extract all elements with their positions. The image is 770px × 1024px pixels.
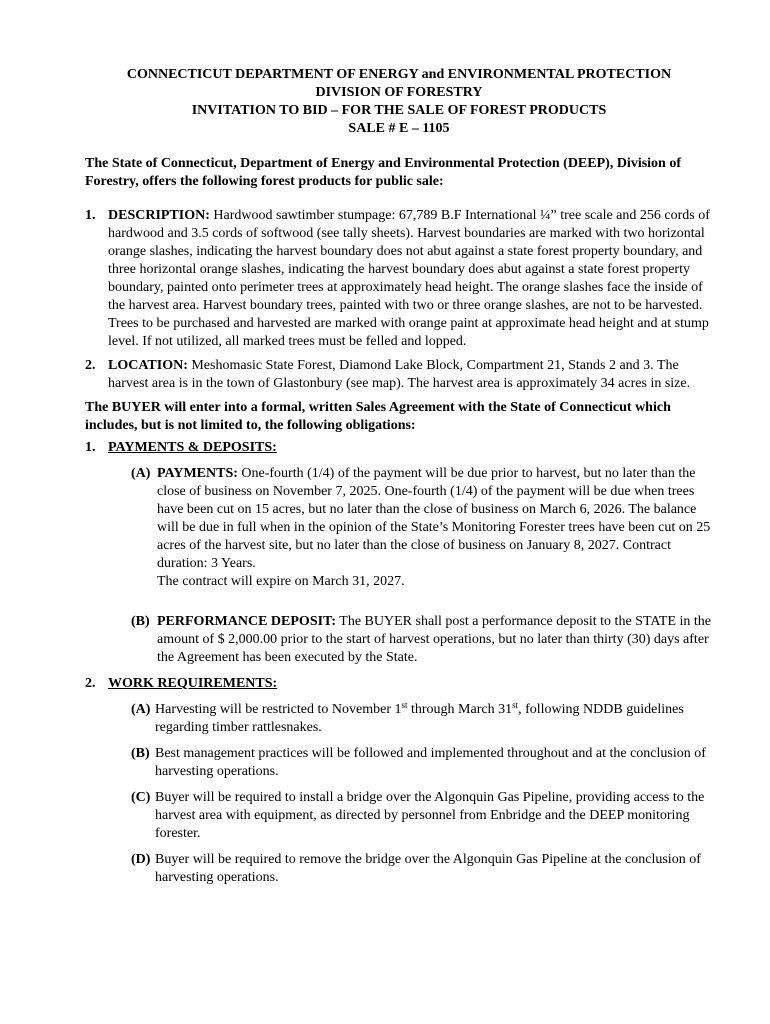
work-a-sup-1: st <box>401 700 408 710</box>
list-number: 2. <box>85 358 96 373</box>
header-agency: CONNECTICUT DEPARTMENT OF ENERGY and ENVIRONMENTAL PROTECTION <box>126 67 672 82</box>
payments-item-b <box>131 613 713 667</box>
description-label: DESCRIPTION: <box>108 208 210 223</box>
product-list <box>85 207 713 393</box>
section-work-requirements <box>85 675 713 693</box>
work-a-sup-2: st <box>512 700 519 710</box>
work-a-text-3: , following NDDB guidelines regarding timber rattlesnakes. <box>155 702 684 735</box>
list-item-location <box>85 357 713 393</box>
item-label: (D) <box>131 852 151 867</box>
section-number: 2. <box>85 676 96 691</box>
location-text: Meshomasic State Forest, Diamond Lake Block, Compartment 21, Stands 2 and 3. The harvest area is in the town of Glastonbury (see map). The harvest area is approximately 34 acres in size. <box>108 358 691 391</box>
header-division: DIVISION OF FORESTRY <box>315 85 483 100</box>
work-item-d <box>131 851 713 887</box>
document-page <box>85 66 713 895</box>
item-label: (C) <box>131 790 151 805</box>
section-title: WORK REQUIREMENTS: <box>108 676 278 691</box>
work-a-text-1: Harvesting will be restricted to November 1 <box>155 702 402 717</box>
list-number: 1. <box>85 208 96 223</box>
performance-deposit-label: PERFORMANCE DEPOSIT: <box>157 614 337 629</box>
list-item-description <box>85 207 713 351</box>
work-a-text-2: through March 31 <box>407 702 513 717</box>
intro-paragraph: The State of Connecticut, Department of Energy and Environmental Protection (DEEP), Division of Forestry, offers the following forest products for public sale: <box>85 156 681 189</box>
item-label: (A) <box>131 466 151 481</box>
work-b-text: Best management practices will be followed and implemented throughout and at the conclusion of harvesting operations. <box>155 746 706 779</box>
item-label: (B) <box>131 746 150 761</box>
item-label: (B) <box>131 614 150 629</box>
section-number: 1. <box>85 440 96 455</box>
location-label: LOCATION: <box>108 358 188 373</box>
section-payments-deposits <box>85 439 713 457</box>
header-invitation: INVITATION TO BID – FOR THE SALE OF FOREST PRODUCTS <box>191 103 607 118</box>
payments-text: One-fourth (1/4) of the payment will be due prior to harvest, but no later than the close of business on November 7, 2025. One-fourth (1/4) of the payment will be due when trees have been cut on 15 acres, but no later than the close of business on March 6, 2026. The balance will be due in full when in the opinion of the State’s Monitoring Forester trees have been cut on 25 acres of the harvest site, but no later than the close of business on January 8, 2027. Contract duration: 3 Years. <box>157 466 711 571</box>
contract-expiration: The contract will expire on March 31, 2027. <box>157 574 405 589</box>
work-c-text: Buyer will be required to install a bridge over the Algonquin Gas Pipeline, providing access to the harvest area with equipment, as directed by personnel from Enbridge and the DEEP monitoring forester. <box>155 790 705 841</box>
buyer-obligations-paragraph: The BUYER will enter into a formal, written Sales Agreement with the State of Connecticut which includes, but is not limited to, the following obligations: <box>85 400 671 433</box>
performance-deposit-text: The BUYER shall post a performance deposit to the STATE in the amount of $ 2,000.00 prior to the start of harvest operations, but no later than thirty (30) days after the Agreement has been executed by the State. <box>157 614 712 665</box>
description-text: Hardwood sawtimber stumpage: 67,789 B.F International ¼” tree scale and 256 cords of hardwood and 3.5 cords of softwood (see tally sheets). Harvest boundaries are marked with two horizontal orange slashes, indicating the harvest boundary does not abut against a state forest property boundary, and three horizontal orange slashes, indicating the harvest boundary does abut against a state forest property boundary, painted onto perimeter trees at approximately head height. The orange slashes face the inside of the harvest area. Harvest boundary trees, painted with two or three orange slashes, are not to be harvested. Trees to be purchased and harvested are marked with orange paint at approximate head height and at stump level. If not utilized, all marked trees must be felled and lopped. <box>108 208 710 349</box>
work-sublist <box>131 701 713 887</box>
work-d-text: Buyer will be required to remove the bridge over the Algonquin Gas Pipeline at the conclusion of harvesting operations. <box>155 852 701 885</box>
document-header <box>85 66 713 138</box>
payments-label: PAYMENTS: <box>157 466 238 481</box>
work-item-b <box>131 745 713 781</box>
work-item-c <box>131 789 713 843</box>
header-sale-number: SALE # E – 1105 <box>348 121 450 136</box>
work-item-a <box>131 701 713 737</box>
section-title: PAYMENTS & DEPOSITS: <box>108 440 277 455</box>
payments-item-a <box>131 465 713 591</box>
item-label: (A) <box>131 702 151 717</box>
payments-sublist <box>131 465 713 667</box>
